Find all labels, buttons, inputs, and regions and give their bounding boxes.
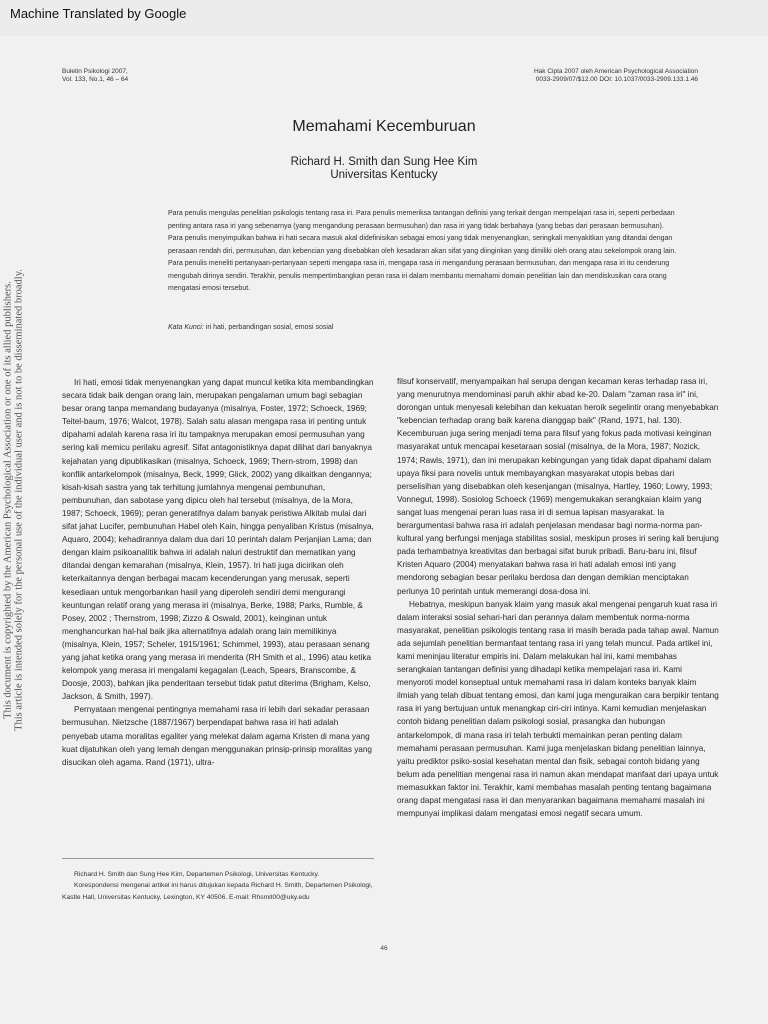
copyright-sidebar: [0, 260, 26, 740]
copyright-notice-line1: This document is copyrighted by the American Psychological Association or one of its allied publishers.: [2, 281, 14, 719]
keywords-text: iri hati, perbandingan sosial, emosi sosial: [203, 324, 334, 331]
footnote-affiliation: Richard H. Smith dan Sung Hee Kim, Departemen Psikologi, Universitas Kentucky.: [74, 871, 320, 878]
journal-name: Buletin Psikologi 2007,: [62, 68, 128, 75]
article-title: Memahami Kecemburuan: [292, 118, 476, 135]
body-paragraph: Hebatnya, meskipun banyak klaim yang masuk akal mengenai pengaruh kuat rasa iri dalam interaksi sosial sehari-hari dan perannya dalam membentuk norma-norma masyarakat, penelitian psikologis tentang rasa iri masih berada pada tahap awal. Namun ada sejumlah penelitian bermanfaat tentang rasa iri yang telah muncul. Pada artikel ini, kami meninjau literatur empiris ini. Dalam melakukan hal ini, kami membahas serangkaian tantangan definisi yang dihadapi ketika mempelajari rasa iri. Kami menyoroti model konseptual untuk memahami rasa iri dalam konteks banyak klaim ilmiah yang telah dibuat tentang emosi, dan kami juga menguraikan cara berpikir tentang rasa iri yang bertujuan untuk menangkap ciri-ciri intinya. Kami kemudian menjelaskan contoh bidang penelitian dalam psikologi sosial, prasangka dan hubungan antarkelompok, di mana rasa iri telah terbukti memainkan peran penting dalam memahami perasaan permusuhan. Kami juga menjelaskan bidang penelitian lainnya, yaitu prediktor psiko-sosial kesehatan mental dan fisik, sebagai contoh bidang yang belum ada penelitian mengenai rasa iri namun akan mendapat manfaat dari upaya untuk memasukkan faktor ini. Terakhir, kami membahas masalah penting tentang bagaimana orang dapat mengatasi rasa iri dan menyarankan bagaimana memahami masalah ini mempunyai implikasi dalam mengatasi emosi negatif secara umum.: [397, 599, 719, 819]
copyright-info: [534, 68, 698, 83]
doi-line: 0033-2909/07/$12.00 DOI: 10.1037/0033-2909.133.1.46: [535, 75, 698, 83]
journal-volume: Vol. 133, No.1, 46 – 64: [62, 75, 129, 83]
author-block: [0, 156, 768, 182]
copyright-line: Hak Cipta 2007 oleh American Psychological Association: [533, 68, 698, 75]
abstract: Para penulis mengulas penelitian psikologis tentang rasa iri. Para penulis memeriksa tantangan definisi yang terkait dengan mempelajari rasa iri, seperti perbedaan penting antara rasa iri yang sebenarnya (yang mengandung perasaan bermusuhan) dan rasa iri yang tidak berbahaya (yang bebas dari perasaan bermusuhan). Para penulis menyimpulkan bahwa iri hati secara masuk akal didefinisikan sebagai emosi yang tidak menyenangkan, seringkali menyakitkan yang ditandai dengan perasaan rendah diri, permusuhan, dan kebencian yang disebabkan oleh kesadaran akan sifat yang diinginkan yang dimiliki oleh orang atau sekelompok orang lain. Para penulis meneliti pertanyaan-pertanyaan seperti mengapa rasa iri, mengapa rasa iri mengandung perasaan bermusuhan, dan mengapa rasa iri itu cenderung mengubah dirinya sendiri. Terakhir, penulis mempertimbangkan peran rasa iri dalam membantu memahami domain penelitian lain dan mendiskusikan cara orang mengatasi emosi tersebut.: [168, 210, 677, 292]
body-column-right: [397, 375, 719, 820]
body-paragraph: Pernyataan mengenai pentingnya memahami rasa iri lebih dari sekadar perasaan bermusuhan. Nietzsche (1887/1967) berpendapat bahwa rasa iri hati adalah penyebab utama moralitas egaliter yang melekat dalam agama Kristen di mana yang kuat dijatuhkan oleh yang lemah dengan menggunakan prinsip-prinsip moralitas yang disucikan oleh agama. Rand (1971), ultra-: [62, 705, 372, 767]
page-number: 46: [380, 945, 388, 952]
machine-translation-banner: Machine Translated by Google: [10, 6, 187, 21]
keywords: [168, 324, 333, 331]
footnote-correspondence: Korespondensi mengenai artikel ini harus ditujukan kepada Richard H. Smith, Departemen Psikologi, Kastle Hall, Universitas Kentucky, Lexington, KY 40506. E-mail: Rhsmit00@uky.edu: [62, 882, 373, 901]
journal-info: [62, 68, 128, 83]
author-names: Richard H. Smith dan Sung Hee Kim: [290, 156, 478, 168]
footnote-divider: [62, 858, 374, 859]
copyright-notice-line2: This article is intended solely for the personal use of the individual user and is not to be disseminated broadly.: [13, 269, 25, 731]
body-paragraph: filsuf konservatif, menyampaikan hal serupa dengan kecaman keras terhadap rasa iri, yang menurutnya mendominasi paruh akhir abad ke-20. Dalam "zaman rasa iri" ini, dorongan untuk menyesali kelebihan dan kekuatan heroik segelintir orang menyebabkan "kebencian terhadap orang baik karena dianggap baik" (Rand, 1971, hal. 130). Kecemburuan juga sering menjadi tema para filsuf yang fokus pada motivasi keinginan masyarakat untuk mencapai kesetaraan sosial (misalnya, de la Mora, 1987; Nozick, 1974; Rawls, 1971), dan ini merupakan kebingungan yang tidak dapat dipahami dalam upaya fiksi para novelis untuk membayangkan masyarakat utopis bebas dari perselisihan yang disebabkan oleh kesenjangan (misalnya, Hartley, 1960; Lowry, 1993; Vonnegut, 1998). Sosiolog Schoeck (1969) mengemukakan serangkaian klaim yang sangat luas mengenai peran luas rasa iri di semua lapisan masyarakat. Ia berargumentasi bahwa rasa iri adalah penjelasan mendasar bagi norma-norma pan-kultural yang berfungsi menjaga stabilitas sosial, meskipun proses iri sering kali berujung pada terhambatnya kreativitas dan berbagai sifat buruk pribadi. Baru-baru ini, filsuf Kristen Aquaro (2004) menyatakan bahwa rasa iri hati adalah emosi inti yang mendorong sebagian besar perilaku berdosa dan dengan demikian menciptakan perlunya 10 perintah untuk memerangi dosa-dosa ini.: [397, 377, 719, 596]
body-column-left: [62, 376, 374, 769]
body-paragraph: Iri hati, emosi tidak menyenangkan yang dapat muncul ketika kita membandingkan secara tidak baik dengan orang lain, merupakan pengalaman umum bagi sebagian besar orang tanpa memandang budayanya (misalnya, Foster, 1972; Schoeck, 1969; Teitel-baum, 1976; Walcot, 1978). Salah satu alasan mengapa rasa iri penting untuk dipahami adalah karena rasa iri itu tampaknya merupakan emosi permusuhan yang sering kali memicu perilaku agresif. Sifat antagonistiknya dapat dilihat dari banyaknya kejahatan yang dipublikasikan (misalnya, Schoeck, 1969; Thern-strom, 1998) dan konflik antarkelompok (misalnya, Beck, 1999; Glick, 2002) yang dikaitkan dengannya; kisah-kisah sastra yang tak terhitung jumlahnya mengenai pembunuhan, pembunuhan, dan sabotase yang dipicu oleh hal tersebut (misalnya, de la Mora, 1987; Schoeck, 1969); peran generatifnya dalam banyak peristiwa Alkitab mulai dari sifat jahat Lucifer, pembunuhan Habel oleh Kain, hingga penyaliban Kristus (misalnya, Aquaro, 2004); kehadirannya dalam dua dari 10 perintah dalam Perjanjian Lama; dan dengan klaim psikoanalitik bahwa iri adalah naluri destruktif dan mematikan yang ditandai dengan kemarahan (misalnya, Klein, 1957). Iri hati juga dicirikan oleh keterkaitannya dengan berbagai macam kecenderungan yang merusak, seperti kesediaan untuk mengorbankan hasil yang diperoleh sendiri demi mengurangi keuntungan relatif orang yang merasa iri (misalnya, Berke, 1988; Parks, Rumble, & Posey, 2002 ; Thernstrom, 1998; Zizzo & Oswald, 2001), keinginan untuk menghancurkan hal-hal baik jika alternatifnya adalah orang lain memilikinya (misalnya, Klein, 1957; Scheler, 1915/1961; Schimmel, 1993), atau perasaan senang yang jahat ketika orang yang merasa iri menderita (RH Smith et al., 1996) atau ketika kelompok yang merasa iri mengalami kegagalan (Leach, Spears, Branscombe, & Doosje, 2003), bahkan jika penderitaan tersebut tidak patut diterima (Brigham, Kelso, Jackson, & Smith, 1997).: [62, 378, 374, 702]
keywords-label: Kata Kunci:: [168, 324, 204, 331]
footnotes: [62, 869, 374, 903]
author-affiliation: Universitas Kentucky: [330, 169, 438, 181]
